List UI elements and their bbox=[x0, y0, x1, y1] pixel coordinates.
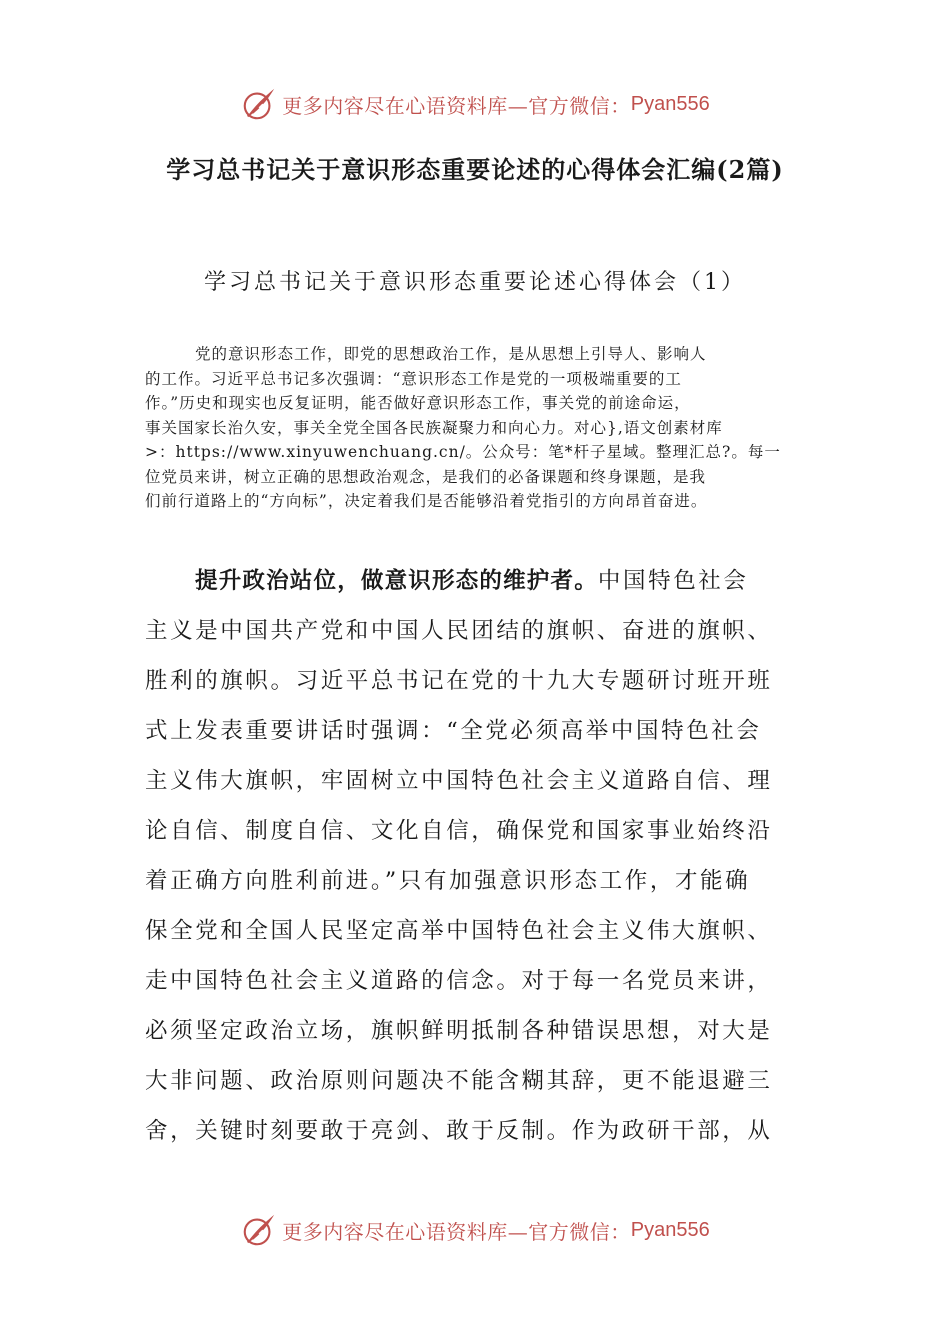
body-line-rest: 中国特色社会 bbox=[597, 568, 749, 594]
body-line: 必须坚定政治立场，旗帜鲜明抵制各种错误思想，对大是 bbox=[145, 1018, 773, 1044]
body-first-line bbox=[145, 556, 810, 606]
body-line: 舍，关键时刻要敢于亮剑、敢于反制。作为政研干部，从 bbox=[145, 1118, 773, 1144]
banner-text: 更多内容尽在心语资料库—官方微信： bbox=[282, 1219, 631, 1244]
intro-line: 的工作。习近平总书记多次强调：“意识形态工作是党的一项极端重要的工 bbox=[145, 369, 682, 388]
banner-wechat-id: Pyan556 bbox=[630, 92, 710, 115]
body-paragraph bbox=[145, 556, 810, 1156]
document-title: 学习总书记关于意识形态重要论述的心得体会汇编(2篇) bbox=[166, 155, 784, 184]
intro-line: 事关国家长治久安，事关全党全国各民族凝聚力和向心力。对心},语文创素材库 bbox=[145, 418, 723, 437]
intro-line: >：https://www.xinyuwenchuang.cn/。公众号：笔*杆子星域。整理汇总?。每一 bbox=[145, 443, 781, 461]
intro-line: 位党员来讲，树立正确的思想政治观念，是我们的必备课题和终身课题，是我 bbox=[145, 467, 707, 486]
body-line: 主义伟大旗帜，牢固树立中国特色社会主义道路自信、理 bbox=[145, 768, 773, 794]
body-line: 胜利的旗帜。习近平总书记在党的十九大专题研讨班开班 bbox=[145, 668, 773, 694]
document-subtitle: 学习总书记关于意识形态重要论述心得体会（1） bbox=[204, 270, 746, 295]
banner-wechat-id: Pyan556 bbox=[630, 1218, 710, 1241]
intro-line: 们前行道路上的“方向标”，决定着我们是否能够沿着党指引的方向昂首奋进。 bbox=[145, 492, 708, 510]
quill-logo-icon bbox=[240, 1211, 278, 1249]
body-line: 保全党和全国人民坚定高举中国特色社会主义伟大旗帜、 bbox=[145, 918, 773, 944]
body-line: 大非问题、政治原则问题决不能含糊其辞，更不能退避三 bbox=[145, 1068, 773, 1094]
body-line: 式上发表重要讲话时强调：“全党必须高举中国特色社会 bbox=[145, 718, 762, 744]
footer-banner bbox=[0, 1208, 950, 1252]
body-line: 论自信、制度自信、文化自信，确保党和国家事业始终沿 bbox=[145, 818, 773, 844]
header-banner bbox=[0, 82, 950, 126]
body-line: 着正确方向胜利前进。”只有加强意识形态工作，才能确 bbox=[145, 868, 751, 894]
banner-text: 更多内容尽在心语资料库—官方微信： bbox=[282, 93, 631, 118]
body-line: 主义是中国共产党和中国人民团结的旗帜、奋进的旗帜、 bbox=[145, 618, 773, 644]
section-lead-heading: 提升政治站位，做意识形态的维护者。 bbox=[195, 568, 598, 594]
intro-line: 作。”历史和现实也反复证明，能否做好意识形态工作，事关党的前途命运， bbox=[145, 394, 691, 412]
intro-line: 党的意识形态工作，即党的思想政治工作，是从思想上引导人、影响人 bbox=[195, 345, 707, 363]
body-line: 走中国特色社会主义道路的信念。对于每一名党员来讲， bbox=[145, 968, 773, 994]
intro-paragraph bbox=[145, 342, 810, 514]
quill-logo-icon bbox=[240, 85, 278, 123]
